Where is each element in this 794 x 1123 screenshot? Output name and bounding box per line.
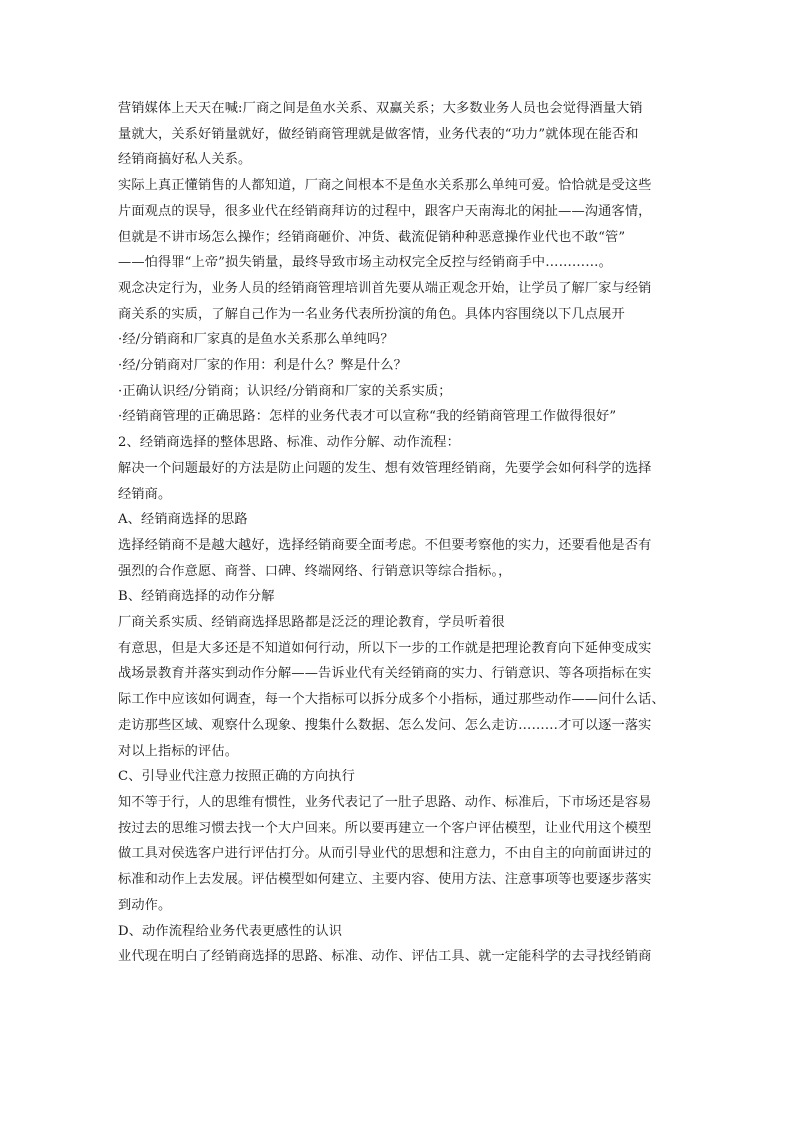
text-line: A、经销商选择的思路 [118,512,248,528]
paragraph [118,353,684,379]
text-line: 走访那些区域、观察什么现象、搜集什么数据、怎么发问、怎么走访………才可以逐一落实 [118,717,652,733]
paragraph [118,636,684,765]
paragraph [118,790,684,919]
paragraph [118,379,684,405]
paragraph [118,610,684,636]
text-line: 强烈的合作意愿、商誉、口碑、终端网络、行销意识等综合指标。， [118,563,512,579]
text-line: ·经销商管理的正确思路：怎样的业务代表才可以宣称“我的经销商管理工作做得很好” [118,409,617,425]
paragraph [118,404,684,430]
text-line: 商关系的实质，了解自己作为一名业务代表所扮演的角色。具体内容围绕以下几点展开 [118,306,625,322]
text-line: ·经/分销商对厂家的作用：利是什么？弊是什么？ [118,358,408,374]
text-line: 解决一个问题最好的方法是防止问题的发生、想有效管理经销商，先要学会如何科学的选择 [118,460,652,476]
paragraph [118,533,684,584]
paragraph [118,173,684,276]
text-line: 对以上指标的评估。 [118,743,239,759]
text-line: 到动作。 [118,897,172,913]
paragraph [118,584,684,610]
text-line: B、经销商选择的动作分解 [118,589,275,605]
text-line: 片面观点的误导，很多业代在经销商拜访的过程中，跟客户天南海北的闲扯——沟通客情， [118,203,652,219]
text-line: 有意思，但是大多还是不知道如何行动，所以下一步的工作就是把理论教育向下延伸变成实 [118,640,652,656]
text-line: 厂商关系实质、经销商选择思路都是泛泛的理论教育，学员听着很 [118,615,505,631]
text-line: 战场景教育并落实到动作分解——告诉业代有关经销商的实力、行销意识、等各项指标在实 [118,666,652,682]
text-line: D、动作流程给业务代表更感性的认识 [118,923,343,939]
text-line: 但就是不讲市场怎么操作；经销商砸价、冲货、截流促销种种恶意操作业代也不敢“管” [118,229,626,245]
text-line: 量就大，关系好销量就好，做经销商管理就是做客情，业务代表的“功力”就体现在能否和 [118,126,639,142]
text-line: 知不等于行，人的思维有惯性，业务代表记了一肚子思路、动作、标准后，下市场还是容易 [118,794,652,810]
paragraph [118,276,684,327]
text-line: 经销商搞好私人关系。 [118,152,252,168]
paragraph [118,430,684,456]
text-line: 业代现在明白了经销商选择的思路、标准、动作、评估工具、就一定能科学的去寻找经销商 [118,949,652,965]
paragraph [118,919,684,945]
paragraph [118,764,684,790]
paragraph [118,327,684,353]
text-line: 2、经销商选择的整体思路、标准、动作分解、动作流程： [118,435,460,451]
text-line: 按过去的思维习惯去找一个大户回来。所以要再建立一个客户评估模型，让业代用这个模型 [118,820,652,836]
text-line: 际工作中应该如何调查，每一个大指标可以拆分成多个小指标，通过那些动作——问什么话、 [118,692,665,708]
text-line: 实际上真正懂销售的人都知道，厂商之间根本不是鱼水关系那么单纯可爱。恰恰就是受这些 [118,178,652,194]
paragraph [118,507,684,533]
text-line: ·经/分销商和厂家真的是鱼水关系那么单纯吗？ [118,332,394,348]
paragraph [118,456,684,507]
text-line: ——怕得罪“上帝”损失销量，最终导致市场主动权完全反控与经销商手中…………。 [118,255,612,271]
text-line: 选择经销商不是越大越好，选择经销商要全面考虑。不但要考察他的实力，还要看他是否有 [118,537,652,553]
text-line: 营销媒体上天天在喊:厂商之间是鱼水关系、双赢关系；大多数业务人员也会觉得酒量大销 [118,101,643,116]
text-line: ·正确认识经/分销商；认识经/分销商和厂家的关系实质； [118,383,452,399]
text-line: 经销商。 [118,486,172,502]
text-line: 做工具对侯选客户进行评估打分。从而引导业代的思想和注意力，不由自主的向前面讲过的 [118,846,652,862]
paragraph [118,944,684,970]
text-line: C、引导业代注意力按照正确的方向执行 [118,769,355,785]
document-body [118,96,684,970]
text-line: 标准和动作上去发展。评估模型如何建立、主要内容、使用方法、注意事项等也要逐步落实 [118,872,652,888]
text-line: 观念决定行为，业务人员的经销商管理培训首先要从端正观念开始，让学员了解厂家与经销 [118,280,652,296]
paragraph [118,96,684,173]
